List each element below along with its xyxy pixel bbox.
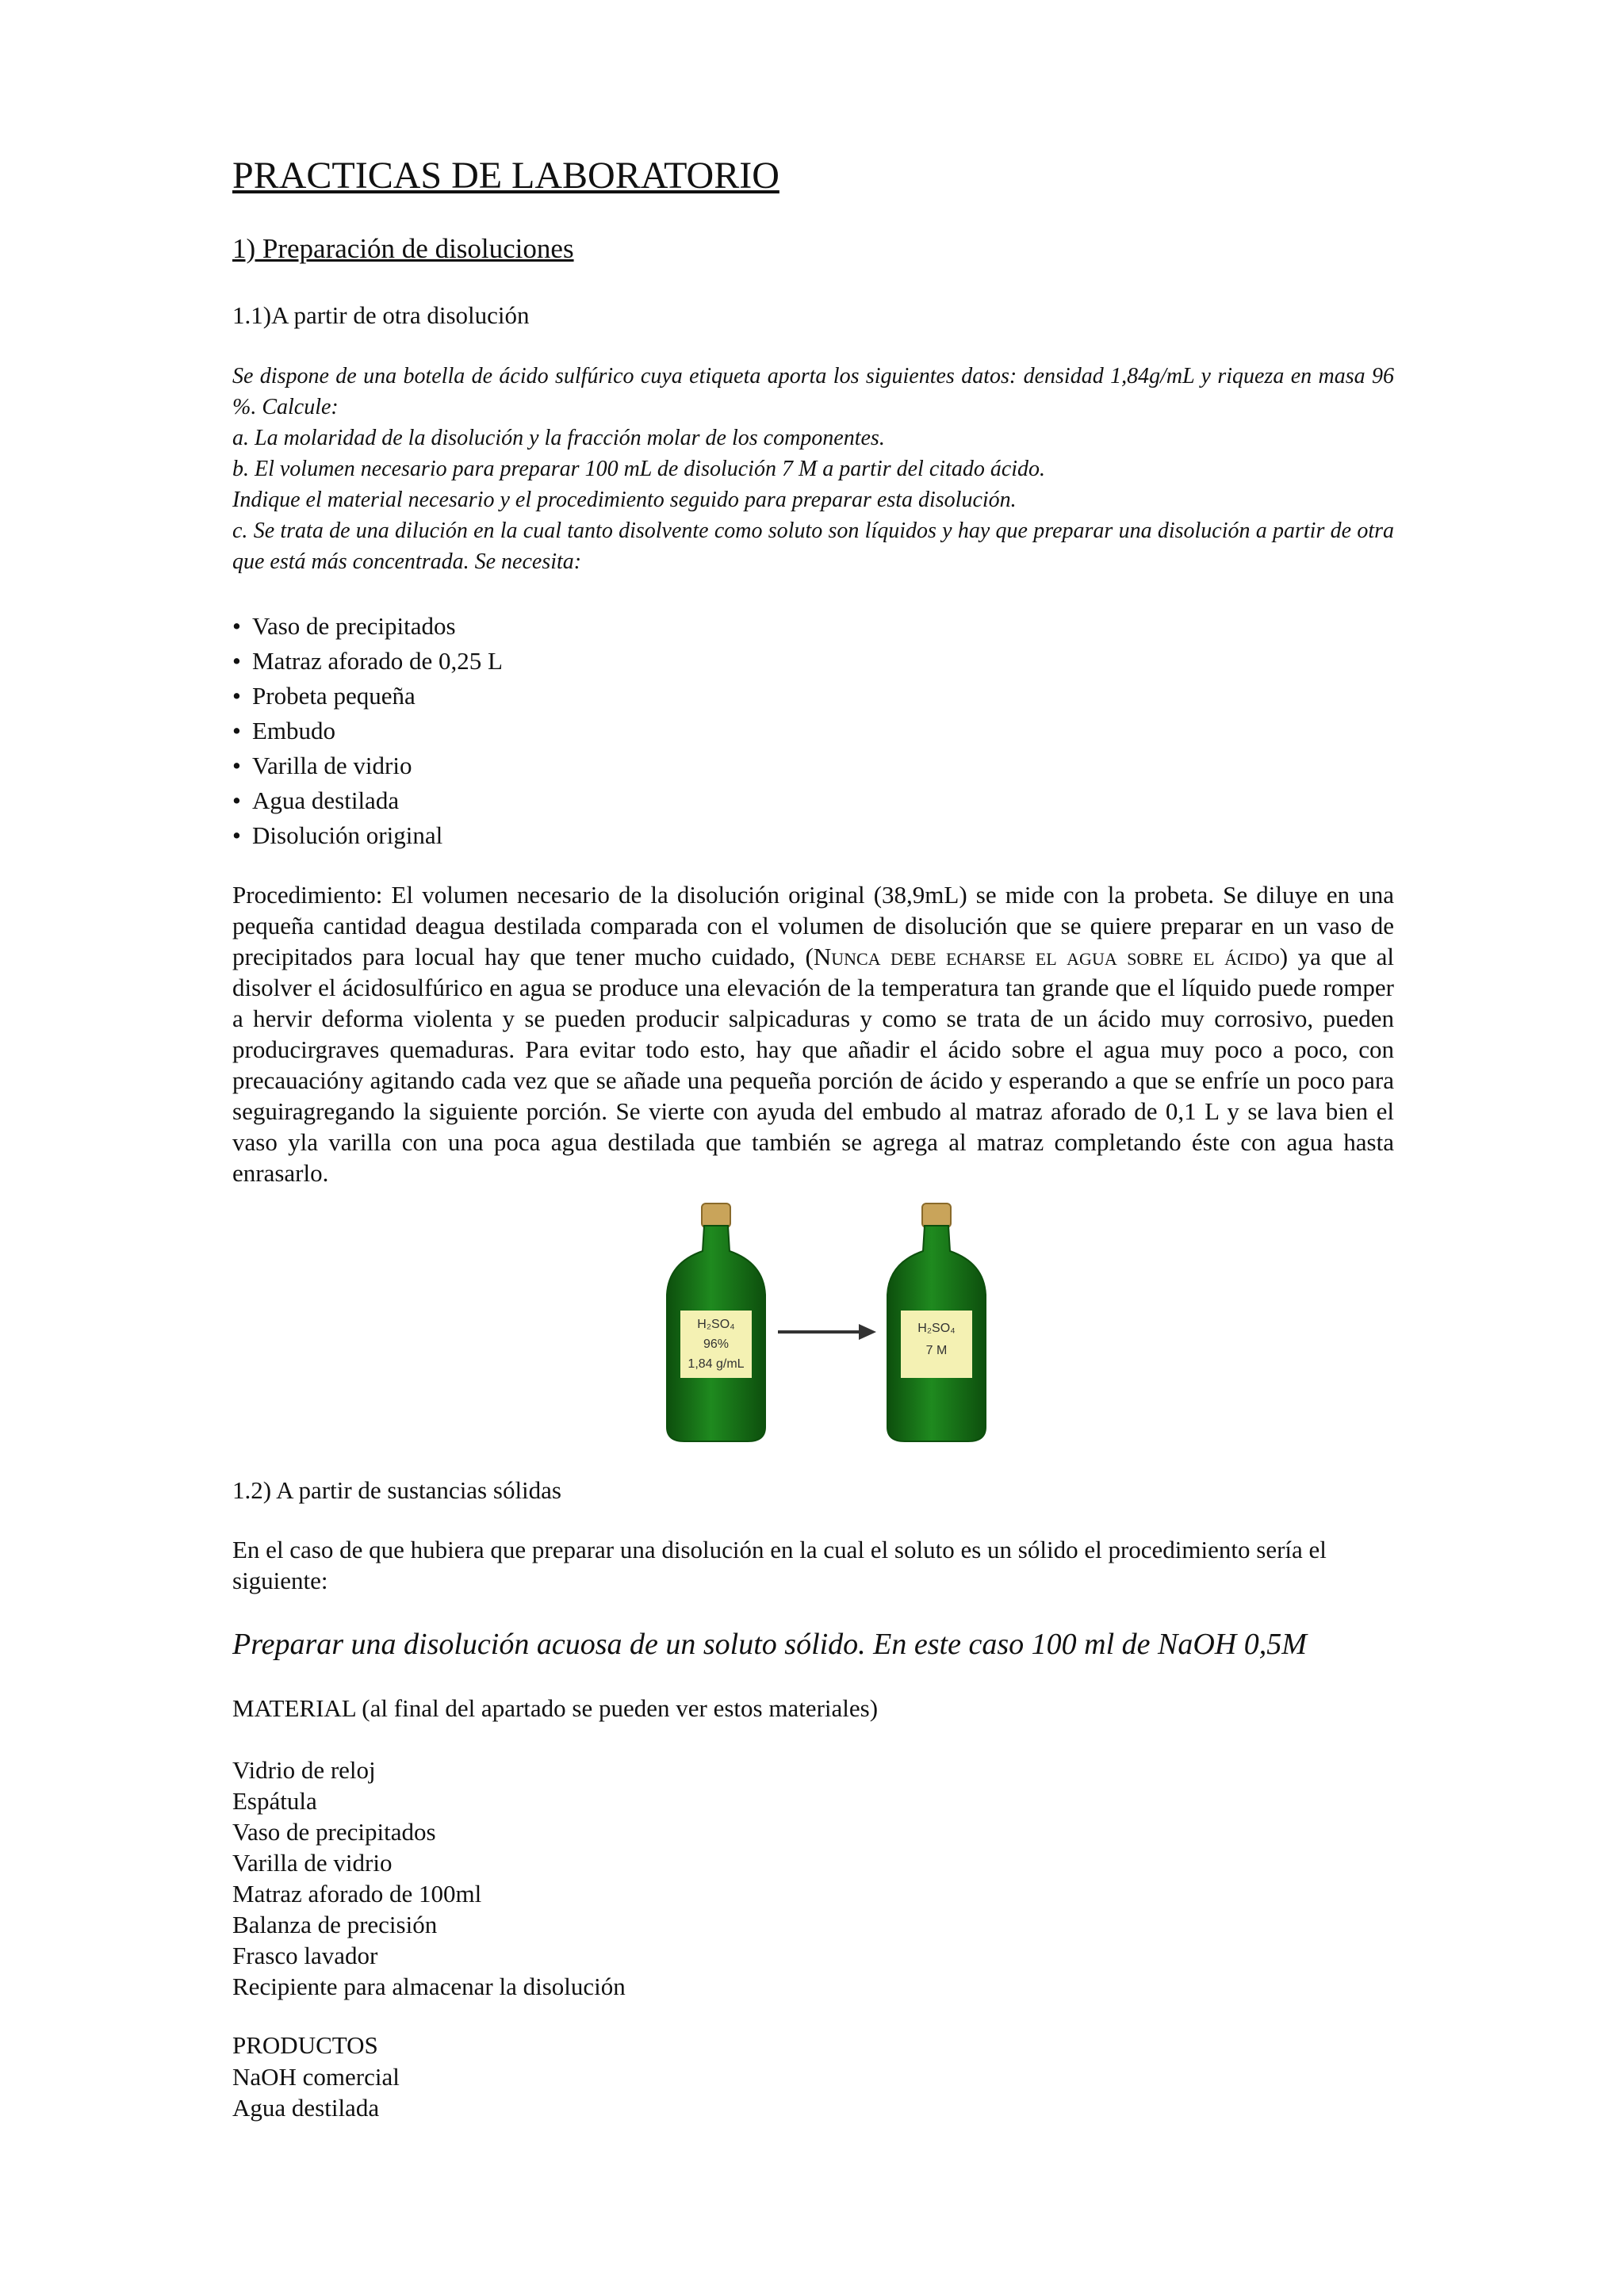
problem-item-c: c. Se trata de una dilución en la cual tanto disolvente como soluto son líquidos y hay que preparar una disolución a partir de otra que está más concentrada. Se necesita: bbox=[232, 519, 1394, 574]
list-item: • Varilla de vidrio bbox=[232, 748, 503, 783]
bullet-icon: • bbox=[232, 821, 241, 849]
list-item: • Agua destilada bbox=[232, 783, 503, 818]
list-item: • Disolución original bbox=[232, 818, 503, 853]
right-label-line-2: 7 M bbox=[925, 1344, 948, 1357]
subsection-heading-1-1: 1.1)A partir de otra disolución bbox=[232, 301, 530, 329]
dilution-figure bbox=[629, 1188, 1184, 1449]
list-item: Vaso de precipitados bbox=[232, 1818, 436, 1846]
warning-text: Nunca debe echarse el agua sobre el ácido bbox=[813, 943, 1280, 970]
section-heading-1: 1) Preparación de disoluciones bbox=[232, 233, 574, 264]
procedure-paragraph: Procedimiento: El volumen necesario de la disolución original (38,9mL) se mide con la probeta. Se diluye en una pequeña cantidad deagua destilada comparada con el volumen de disolución que se quiere preparar en un vaso de precipitados para locual hay que tener mucho cuidado, (Nunca debe echarse el agua sobre el ácido) ya que al disolver el ácidosulfúrico en agua se produce una elevación de la temperatura tan grande que el líquido puede romper a hervir deforma violenta y se pueden producir salpicaduras y como se trata de un ácido muy corrosivo, pueden producirgraves quemaduras. Para evitar todo esto, hay que añadir el ácido sobre el agua muy poco a poco, con precauacióny agitando cada vez que se añade una pequeña porción de ácido y esperando a que se enfríe un poco para seguiragregando la siguiente porción. Se vierte con ayuda del embudo al matraz aforado de 0,1 L y se lava bien el vaso yla varilla con una poca agua destilada que también se agrega al matraz completando éste con agua hasta enrasarlo. bbox=[232, 881, 1395, 1187]
problem-indique: Indique el material necesario y el procedimiento seguido para preparar esta disolución. bbox=[232, 488, 1017, 512]
problem-statement bbox=[232, 361, 1394, 577]
list-item: Frasco lavador bbox=[232, 1942, 378, 1969]
right-label-line-1: H₂SO₄ bbox=[917, 1322, 956, 1335]
material-heading: MATERIAL (al final del apartado se pueden ver estos materiales) bbox=[232, 1694, 879, 1722]
list-item: • Matraz aforado de 0,25 L bbox=[232, 644, 503, 679]
list-item: Balanza de precisión bbox=[232, 1911, 438, 1938]
left-label-line-1: H₂SO₄ bbox=[697, 1318, 735, 1331]
bullet-icon: • bbox=[232, 647, 241, 675]
list-item: Recipiente para almacenar la disolución bbox=[232, 1973, 626, 2000]
list-item: Agua destilada bbox=[232, 2094, 380, 2122]
materials-list-1 bbox=[232, 609, 503, 853]
problem-intro: Se dispone de una botella de ácido sulfúrico cuya etiqueta aporta los siguientes datos: densidad 1,84g/mL y riqueza en masa 96 %. Calcule: bbox=[232, 364, 1394, 419]
subsection-heading-1-2: 1.2) A partir de sustancias sólidas bbox=[232, 1476, 561, 1504]
list-item: Espátula bbox=[232, 1787, 317, 1815]
section2-task: Preparar una disolución acuosa de un soluto sólido. En este caso 100 ml de NaOH 0,5M bbox=[232, 1628, 1307, 1661]
materials-list-2 bbox=[232, 1755, 626, 2002]
bottles-illustration bbox=[629, 1188, 1184, 1449]
bullet-icon: • bbox=[232, 786, 241, 814]
list-item: NaOH comercial bbox=[232, 2063, 400, 2091]
list-item: Vidrio de reloj bbox=[232, 1756, 376, 1784]
list-item: • Embudo bbox=[232, 714, 503, 748]
page-title: PRACTICAS DE LABORATORIO bbox=[232, 155, 779, 197]
section2-intro: En el caso de que hubiera que preparar una disolución en la cual el soluto es un sólido el procedimiento sería el siguiente: bbox=[232, 1536, 1327, 1594]
products-heading: PRODUCTOS bbox=[232, 2031, 378, 2059]
list-item: • Probeta pequeña bbox=[232, 679, 503, 714]
bullet-icon: • bbox=[232, 612, 241, 640]
problem-item-a: a. La molaridad de la disolución y la fracción molar de los componentes. bbox=[232, 426, 885, 450]
arrow-right-icon bbox=[778, 1324, 876, 1340]
bottle-concentrated bbox=[667, 1203, 765, 1441]
bottle-diluted bbox=[887, 1203, 986, 1441]
left-label-line-3: 1,84 g/mL bbox=[688, 1357, 745, 1371]
bullet-icon: • bbox=[232, 682, 241, 710]
list-item: Matraz aforado de 100ml bbox=[232, 1880, 482, 1908]
products-list bbox=[232, 2061, 400, 2123]
list-item: Varilla de vidrio bbox=[232, 1849, 393, 1877]
bullet-icon: • bbox=[232, 752, 241, 779]
left-label-line-2: 96% bbox=[703, 1337, 730, 1351]
bullet-icon: • bbox=[232, 717, 241, 744]
problem-item-b: b. El volumen necesario para preparar 100 mL de disolución 7 M a partir del citado ácido. bbox=[232, 457, 1046, 481]
list-item: • Vaso de precipitados bbox=[232, 609, 503, 644]
